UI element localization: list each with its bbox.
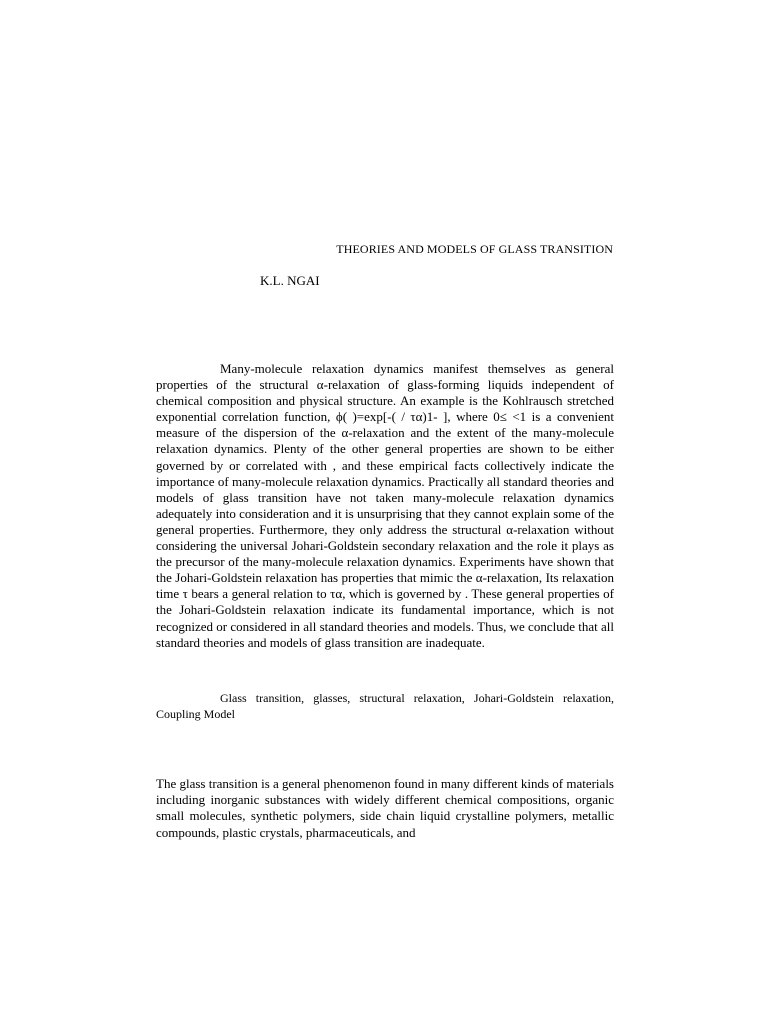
author-name: K.L. NGAI [260, 273, 320, 288]
abstract-paragraph: Many-molecule relaxation dynamics manifest themselves as general properties of the structural α-relaxation of glass-forming liquids independent of chemical composition and physical structure. An example is the Kohlrausch stretched exponential correlation function, ϕ( )=exp[-( / τα)1- ], where 0≤ <1 is a convenient measure of the dispersion of the α-relaxation and the extent of the many-molecule relaxation dynamics. Plenty of the other general properties are shown to be either governed by or correlated with , and these empirical facts collectively indicate the importance of many-molecule relaxation dynamics. Practically all standard theories and models of glass transition have not taken many-molecule relaxation dynamics adequately into consideration and it is unsurprising that they cannot explain some of the general properties. Furthermore, they only address the structural α-relaxation without considering the universal Johari-Goldstein secondary relaxation and the role it plays as the precursor of the many-molecule relaxation dynamics. Experiments have shown that the Johari-Goldstein relaxation has properties that mimic the α-relaxation, Its relaxation time τ bears a general relation to τα, which is governed by . These general properties of the Johari-Goldstein relaxation indicate its fundamental importance, which is not recognized or considered in all standard theories and models. Thus, we conclude that all standard theories and models of glass transition are inadequate. [156, 361, 614, 650]
running-title: THEORIES AND MODELS OF GLASS TRANSITION [336, 242, 613, 256]
keywords-paragraph: Glass transition, glasses, structural relaxation, Johari-Goldstein relaxation, Coupling Model [156, 691, 614, 721]
introduction-paragraph: The glass transition is a general phenomenon found in many different kinds of materials including inorganic substances with widely different chemical compositions, organic small molecules, synthetic polymers, side chain liquid crystalline polymers, metallic compounds, plastic crystals, pharmaceuticals, and [156, 776, 614, 840]
